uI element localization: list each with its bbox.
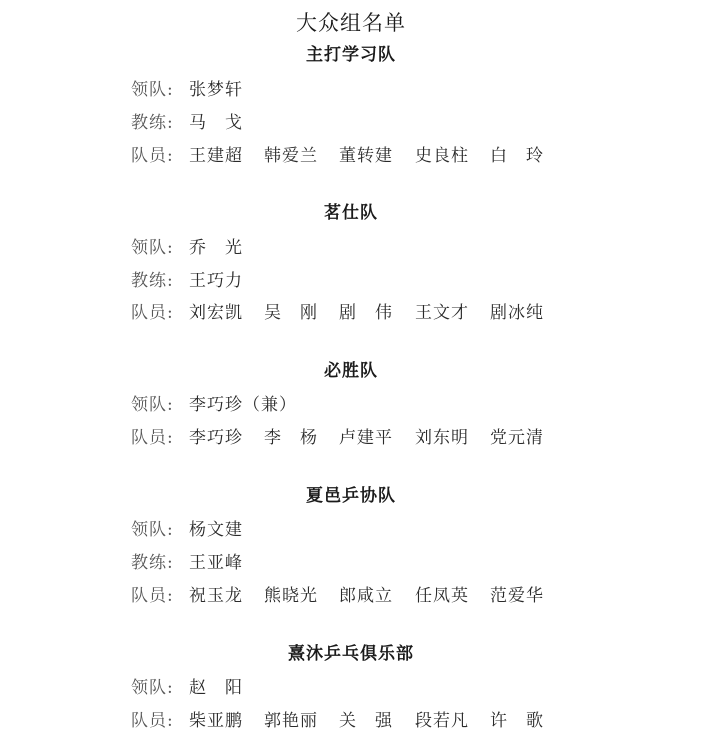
member-name: 任凤英	[415, 586, 469, 606]
member-name: 白 玲	[490, 146, 544, 166]
leader-label: 领队	[131, 520, 167, 540]
member-name: 范爱华	[490, 586, 544, 606]
member-name: 段若凡	[415, 711, 469, 731]
member-name: 郭艳丽	[264, 711, 318, 731]
colon: :	[167, 395, 173, 415]
document-title: 大众组名单	[296, 11, 406, 35]
colon: :	[167, 678, 173, 698]
member-name: 关 强	[339, 711, 393, 731]
colon: :	[167, 146, 173, 166]
coach-label: 教练	[131, 271, 167, 291]
member-name: 吴 刚	[264, 303, 318, 323]
colon: :	[167, 113, 173, 133]
team-name: 夏邑乒协队	[306, 486, 396, 506]
leader-name: 张梦轩	[189, 80, 243, 100]
colon: :	[167, 586, 173, 606]
member-name: 剧 伟	[339, 303, 393, 323]
leader-name: 杨文建	[189, 520, 243, 540]
leader-name: 乔 光	[189, 238, 243, 258]
colon: :	[167, 553, 173, 573]
leader-name: 赵 阳	[189, 678, 243, 698]
members-label: 队员	[131, 586, 167, 606]
members-label: 队员	[131, 428, 167, 448]
member-name: 祝玉龙	[189, 586, 243, 606]
coach-name: 王亚峰	[189, 553, 243, 573]
members-label: 队员	[131, 146, 167, 166]
colon: :	[167, 238, 173, 258]
colon: :	[167, 428, 173, 448]
members-label: 队员	[131, 711, 167, 731]
member-name: 党元清	[490, 428, 544, 448]
member-name: 王建超	[189, 146, 243, 166]
member-name: 刘东明	[415, 428, 469, 448]
member-name: 郎咸立	[339, 586, 393, 606]
member-name: 许 歌	[490, 711, 544, 731]
team-name: 必胜队	[324, 361, 378, 381]
member-name: 韩爱兰	[264, 146, 318, 166]
colon: :	[167, 80, 173, 100]
member-name: 卢建平	[339, 428, 393, 448]
member-name: 李巧珍	[189, 428, 243, 448]
coach-name: 王巧力	[189, 271, 243, 291]
colon: :	[167, 711, 173, 731]
leader-label: 领队	[131, 238, 167, 258]
coach-label: 教练	[131, 553, 167, 573]
colon: :	[167, 520, 173, 540]
team-name: 主打学习队	[306, 45, 396, 65]
colon: :	[167, 271, 173, 291]
member-name: 史良柱	[415, 146, 469, 166]
member-name: 董转建	[339, 146, 393, 166]
member-name: 柴亚鹏	[189, 711, 243, 731]
coach-label: 教练	[131, 113, 167, 133]
members-label: 队员	[131, 303, 167, 323]
member-name: 刘宏凯	[189, 303, 243, 323]
member-name: 王文才	[415, 303, 469, 323]
colon: :	[167, 303, 173, 323]
leader-name: 李巧珍（兼）	[189, 395, 297, 415]
member-name: 熊晓光	[264, 586, 318, 606]
leader-label: 领队	[131, 80, 167, 100]
member-name: 剧冰纯	[490, 303, 544, 323]
team-name: 茗仕队	[324, 203, 378, 223]
member-name: 李 杨	[264, 428, 318, 448]
coach-name: 马 戈	[189, 113, 243, 133]
leader-label: 领队	[131, 395, 167, 415]
leader-label: 领队	[131, 678, 167, 698]
team-name: 熹沐乒乓俱乐部	[288, 644, 414, 664]
